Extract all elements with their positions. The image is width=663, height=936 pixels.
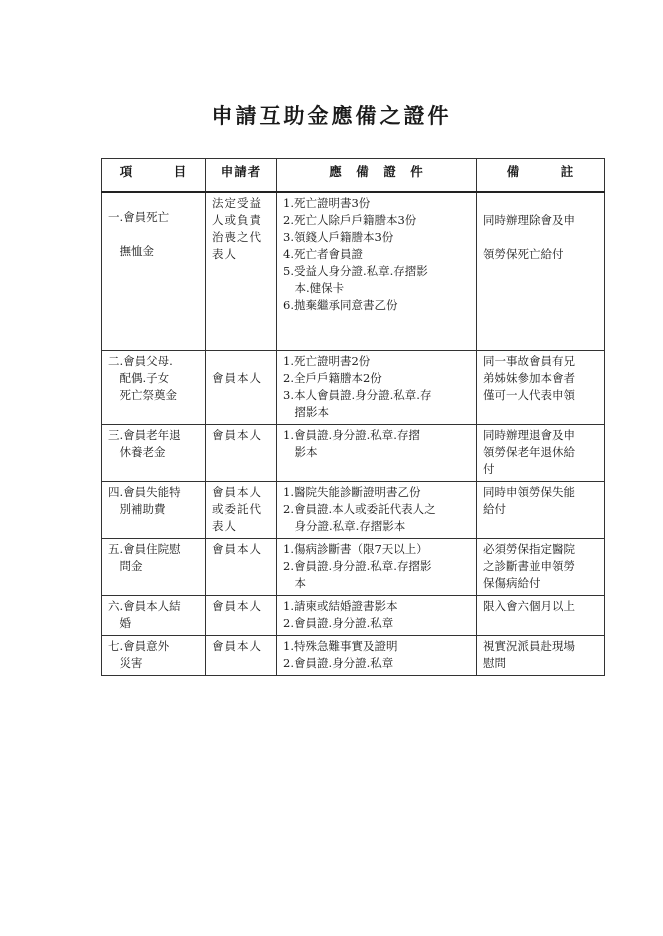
row-documents [277,538,477,595]
document-item: 4.死亡者會員證 [283,247,363,261]
row-remark: 同一事故會員有兄 弟姊妹參加本會者 僅可一人代表申領 [477,350,605,424]
row-applicant: 會員本人 [206,538,277,595]
table-body [102,192,605,675]
table-row [102,538,605,595]
documents-table [101,158,605,676]
document-item: 2.會員證.身分證.私章 [283,615,394,630]
document-item: 2.全戶戶籍謄本2份 [283,370,382,385]
table-row [102,481,605,538]
document-item: 1.會員證.身分證.私章.存摺 影本 [283,427,420,459]
row-documents [277,481,477,538]
document-item: 5.受益人身分證.私章.存摺影 本.健保卡 [283,264,428,295]
table-row [102,595,605,635]
row-item: 五.會員住院慰 問金 [102,538,206,595]
row-documents [277,350,477,424]
document-item: 2.死亡人除戶戶籍謄本3份 [283,213,417,227]
row-documents [277,424,477,481]
header-applicant: 申請者 [206,159,277,193]
table-row [102,192,605,350]
row-remark: 同時辦理除會及申 領勞保死亡給付 [477,192,605,350]
row-applicant: 會員本人 [206,424,277,481]
document-item: 3.本人會員證.身分證.私章.存 摺影本 [283,387,432,419]
document-item: 1.死亡證明書2份 [283,353,371,368]
row-item: 一.會員死亡 撫恤金 [102,192,206,350]
row-remark: 視實況派員赴現場 慰問 [477,635,605,675]
row-item: 二.會員父母. 配偶.子女 死亡祭奠金 [102,350,206,424]
row-remark: 同時申領勞保失能 給付 [477,481,605,538]
row-documents [277,595,477,635]
row-documents [277,192,477,350]
document-item: 1.傷病診斷書（限7天以上） [283,541,428,556]
row-applicant: 法定受益 人或負責 治喪之代 表人 [206,192,277,350]
document-item: 2.會員證.身分證.私章.存摺影 本 [283,558,432,590]
table-row [102,424,605,481]
row-applicant: 會員本人 或委託代 表人 [206,481,277,538]
row-item: 四.會員失能特 別補助費 [102,481,206,538]
document-item: 1.請柬或結婚證書影本 [283,598,398,613]
document-item: 2.會員證.本人或委託代表人之 身分證.私章.存摺影本 [283,501,436,533]
row-documents [277,635,477,675]
row-item: 六.會員本人結 婚 [102,595,206,635]
page-title: 申請互助金應備之證件 [211,103,452,128]
row-applicant: 會員本人 [206,595,277,635]
document-item: 6.拋棄繼承同意書乙份 [283,298,398,312]
row-remark: 必須勞保指定醫院 之診斷書並申領勞 保傷病給付 [477,538,605,595]
document-item: 1.死亡證明書3份 [283,196,371,210]
row-remark: 同時辦理退會及申 領勞保老年退休給 付 [477,424,605,481]
document-item: 1.醫院失能診斷證明書乙份 [283,484,421,499]
row-applicant: 會員本人 [206,635,277,675]
row-item: 三.會員老年退 休養老金 [102,424,206,481]
table-row [102,635,605,675]
row-item: 七.會員意外 災害 [102,635,206,675]
header-remark: 備 註 [477,159,605,193]
header-documents: 應 備 證 件 [277,159,477,193]
header-item: 項 目 [102,159,206,193]
document-item: 3.領錢人戶籍謄本3份 [283,230,394,244]
table-row [102,350,605,424]
row-remark: 限入會六個月以上 [477,595,605,635]
document-item: 2.會員證.身分證.私章 [283,655,394,670]
document-item: 1.特殊急難事實及證明 [283,638,398,653]
row-applicant: 會員本人 [206,350,277,424]
table-header-row [102,159,605,193]
